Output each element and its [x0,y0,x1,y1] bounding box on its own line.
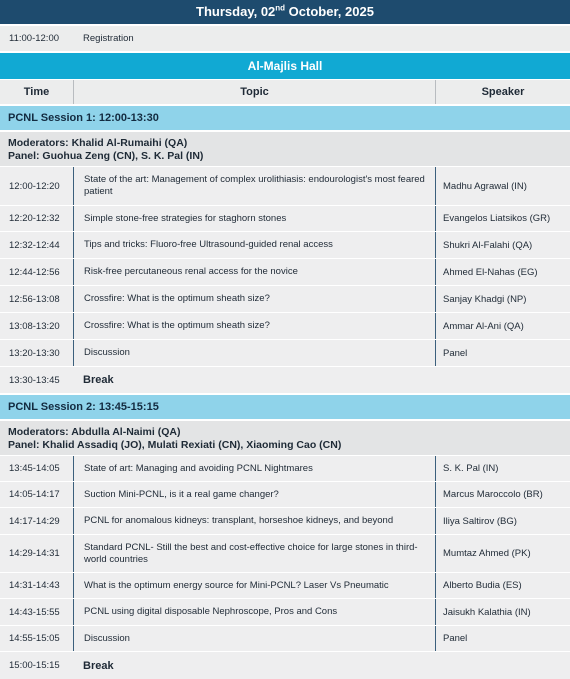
row-time: 12:56-13:08 [9,293,60,305]
table-row [0,286,570,312]
session-1-panel-line: Panel: Guohua Zeng (CN), S. K. Pal (IN) [8,150,204,162]
session-2-panel-line: Panel: Khalid Assadiq (JO), Mulati Rexiati (CN), Xiaoming Cao (CN) [8,439,342,451]
row-topic: Suction Mini-PCNL, is it a real game changer? [73,482,435,507]
row-topic: Risk-free percutaneous renal access for the novice [73,259,435,285]
row-time: 14:31-14:43 [9,580,60,591]
date-rest: October, 2025 [285,4,374,19]
registration-label: Registration [83,32,134,44]
row-time: 12:32-12:44 [9,239,60,251]
row-speaker: Alberto Budia (ES) [435,573,570,598]
table-row [0,206,570,231]
row-time: 12:00-12:20 [9,180,60,192]
row-topic: Standard PCNL- Still the best and cost-effective choice for large stones in third-world countries [73,535,435,572]
break-row [0,367,570,393]
row-topic: Crossfire: What is the optimum sheath size? [73,286,435,312]
table-row [0,167,570,205]
session-1-title: PCNL Session 1: 12:00-13:30 [0,106,570,130]
date-day: Thursday, 02 [196,4,276,19]
row-topic: State of the art: Management of complex urolithiasis: endourologist's most feared patient [73,167,435,205]
row-time: 14:17-14:29 [9,515,60,527]
row-topic: PCNL for anomalous kidneys: transplant, horseshoe kidneys, and beyond [73,508,435,534]
break-time: 13:30-13:45 [9,374,60,386]
table-row [0,599,570,625]
table-row [0,313,570,339]
date-ordinal: nd [275,3,286,13]
table-row [0,508,570,534]
table-row [0,626,570,651]
column-time: Time [23,86,50,98]
row-speaker: Shukri Al-Falahi (QA) [435,232,570,258]
break-label: Break [83,374,114,386]
column-speaker: Speaker [435,80,570,104]
session-1-moderators [0,132,570,166]
row-speaker: Iliya Saltirov (BG) [435,508,570,534]
row-topic: Discussion [73,626,435,651]
row-topic: Crossfire: What is the optimum sheath size? [73,313,435,339]
row-speaker: Panel [435,340,570,366]
row-speaker: Ahmed El-Nahas (EG) [435,259,570,285]
table-row [0,232,570,258]
break-time: 15:00-15:15 [9,660,60,671]
row-topic: PCNL using digital disposable Nephroscope, Pros and Cons [73,599,435,625]
table-row [0,259,570,285]
row-speaker: S. K. Pal (IN) [435,456,570,481]
table-row [0,535,570,572]
session-2-moderators-line: Moderators: Abdulla Al-Naimi (QA) [8,426,181,438]
hall-title: Al-Majlis Hall [0,53,570,79]
row-speaker: Panel [435,626,570,651]
date-header [0,0,570,24]
break-row [0,652,570,679]
row-time: 13:08-13:20 [9,320,60,332]
row-speaker: Marcus Maroccolo (BR) [435,482,570,507]
row-time: 12:20-12:32 [9,213,60,224]
row-speaker: Madhu Agrawal (IN) [435,167,570,205]
row-speaker: Mumtaz Ahmed (PK) [435,535,570,572]
column-topic: Topic [73,80,435,104]
row-topic: State of art: Managing and avoiding PCNL Nightmares [73,456,435,481]
row-time: 13:45-14:05 [9,463,60,474]
row-time: 13:20-13:30 [9,347,60,359]
session-2-moderators [0,421,570,455]
table-row [0,482,570,507]
row-speaker: Evangelos Liatsikos (GR) [435,206,570,231]
registration-time: 11:00-12:00 [9,33,60,44]
row-speaker: Jaisukh Kalathia (IN) [435,599,570,625]
row-topic: Tips and tricks: Fluoro-free Ultrasound-guided renal access [73,232,435,258]
row-speaker: Ammar Al-Ani (QA) [435,313,570,339]
break-label: Break [83,659,114,672]
table-row [0,573,570,598]
session-1-moderators-line: Moderators: Khalid Al-Rumaihi (QA) [8,137,188,149]
row-speaker: Sanjay Khadgi (NP) [435,286,570,312]
row-time: 14:05-14:17 [9,489,60,500]
row-topic: What is the optimum energy source for Mini-PCNL? Laser Vs Pneumatic [73,573,435,598]
row-topic: Simple stone-free strategies for staghorn stones [73,206,435,231]
row-time: 14:43-15:55 [9,606,60,618]
registration-row [0,26,570,51]
row-topic: Discussion [73,340,435,366]
row-time: 14:55-15:05 [9,633,60,644]
row-time: 12:44-12:56 [9,266,60,278]
session-2-title: PCNL Session 2: 13:45-15:15 [0,395,570,419]
table-row [0,340,570,366]
row-time: 14:29-14:31 [9,548,60,559]
column-header-row [0,80,570,104]
table-row [0,456,570,481]
